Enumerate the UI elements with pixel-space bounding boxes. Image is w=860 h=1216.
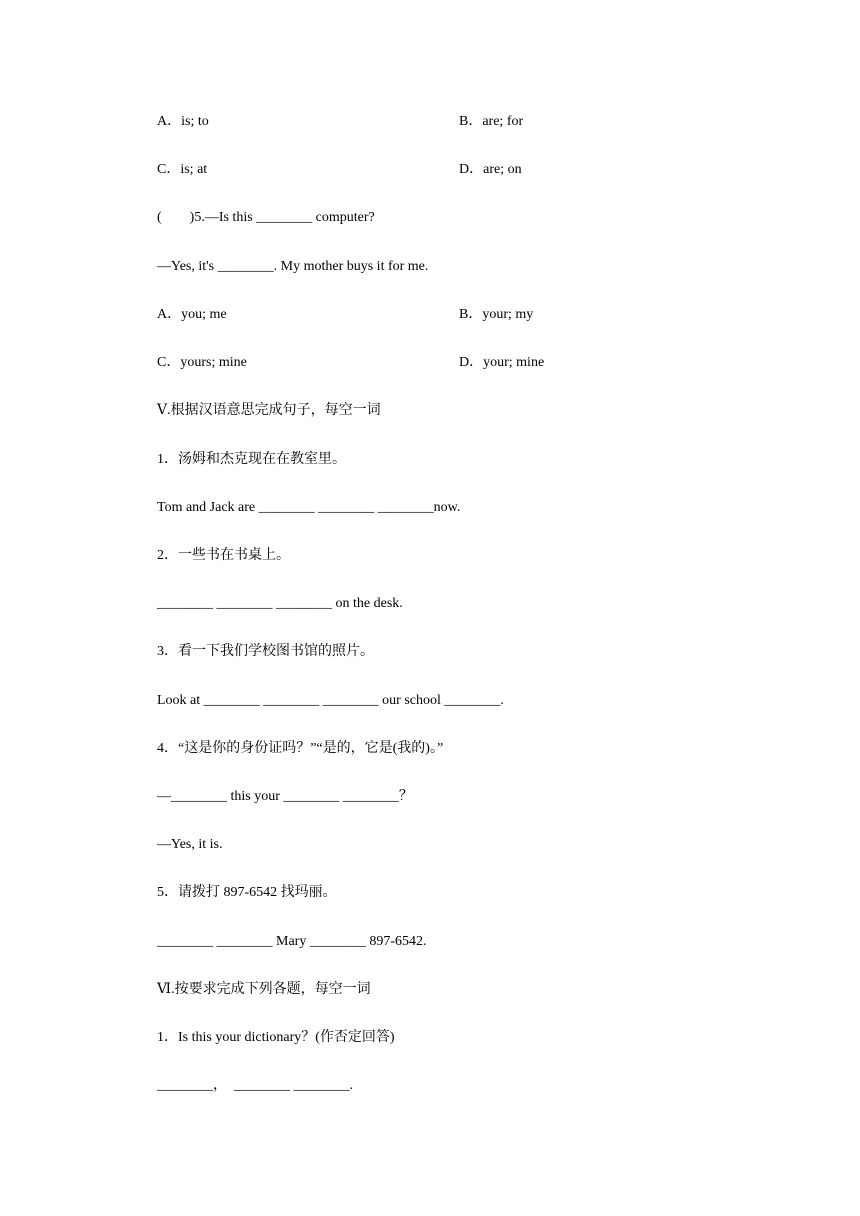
item-question: 1．Is this your dictionary？(作否定回答) xyxy=(157,1030,395,1045)
item-english: ________ ________ Mary ________ 897-6542. xyxy=(157,934,427,949)
item-english: Tom and Jack are ________ ________ ________now. xyxy=(157,500,461,515)
item-chinese: 4．“这是你的身份证吗？”“是的，它是(我的)。” xyxy=(157,741,444,756)
section-title: Ⅵ.按要求完成下列各题，每空一词 xyxy=(157,982,371,997)
option-a: A．you; me xyxy=(157,307,227,322)
section-title: Ⅴ.根据汉语意思完成句子，每空一词 xyxy=(157,403,381,418)
option-d: D．are; on xyxy=(459,162,522,177)
item-english: Look at ________ ________ ________ our school ________. xyxy=(157,693,504,708)
item-chinese: 1．汤姆和杰克现在在教室里。 xyxy=(157,452,346,467)
item-english: —________ this your ________ ________？ xyxy=(157,789,413,804)
question-stem: ( )5.—Is this ________ computer? xyxy=(157,210,375,225)
option-a: A．is; to xyxy=(157,114,209,129)
item-answer: ________， ________ ________. xyxy=(157,1078,353,1093)
option-c: C．yours; mine xyxy=(157,355,247,370)
item-english-reply: —Yes, it is. xyxy=(157,837,223,852)
item-english: ________ ________ ________ on the desk. xyxy=(157,596,403,611)
question-reply: —Yes, it's ________. My mother buys it for me. xyxy=(157,259,429,274)
option-d: D．your; mine xyxy=(459,355,545,370)
option-c: C．is; at xyxy=(157,162,208,177)
option-b: B．your; my xyxy=(459,307,534,322)
item-chinese: 3．看一下我们学校图书馆的照片。 xyxy=(157,644,374,659)
item-chinese: 2．一些书在书桌上。 xyxy=(157,548,290,563)
option-b: B．are; for xyxy=(459,114,524,129)
item-chinese: 5．请拨打 897-6542 找玛丽。 xyxy=(157,885,337,900)
